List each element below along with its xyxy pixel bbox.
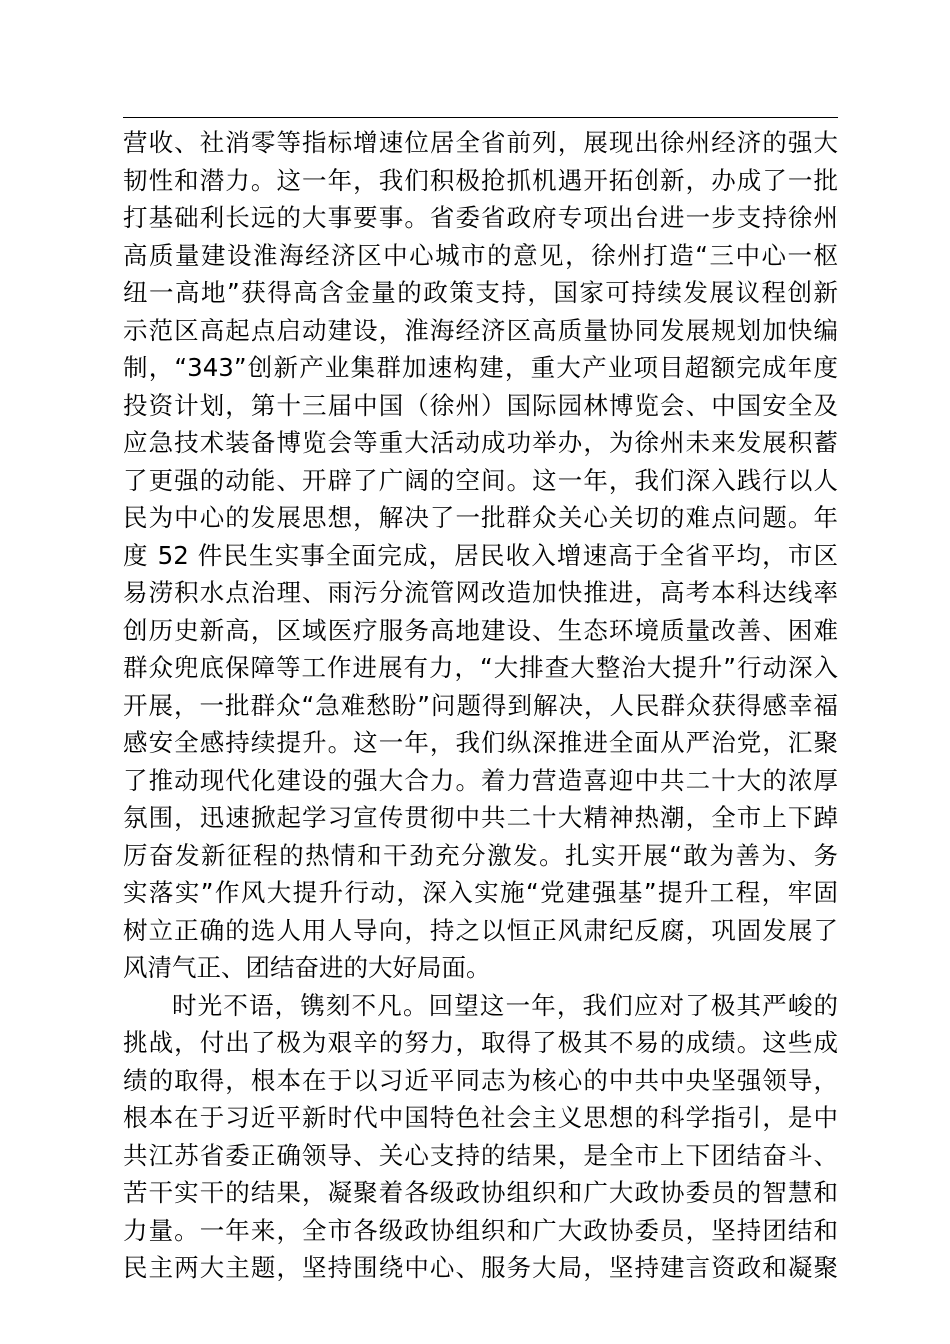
text-line: 风清气正、团结奋进的大好局面。 xyxy=(123,953,491,982)
text-line: 共江苏省委正确领导、关心支持的结果，是全市上下团结奋斗、 xyxy=(123,1140,838,1170)
text-line: 民为中心的发展思想，解决了一批群众关心关切的难点问题。年 xyxy=(123,503,838,532)
text-line: 群众兜底保障等工作进展有力，“大排查大整治大提升”行动深入 xyxy=(123,653,838,682)
text-line: 韧性和潜力。这一年，我们积极抢抓机遇开拓创新，办成了一批 xyxy=(123,165,838,195)
text-line: 树立正确的选人用人导向，持之以恒正风肃纪反腐，巩固发展了 xyxy=(123,915,838,945)
paragraph-2 xyxy=(123,987,838,1287)
text-line: 打基础利长远的大事要事。省委省政府专项出台进一步支持徐州 xyxy=(123,203,838,232)
text-line: 绩的取得，根本在于以习近平同志为核心的中共中央坚强领导， xyxy=(123,1065,838,1095)
text-line: 示范区高起点启动建设，淮海经济区高质量协同发展规划加快编 xyxy=(123,315,838,345)
text-line: 了推动现代化建设的强大合力。着力营造喜迎中共二十大的浓厚 xyxy=(123,765,838,795)
text-line: 民主两大主题，坚持围绕中心、服务大局，坚持建言资政和凝聚 xyxy=(123,1253,838,1282)
text-line: 感安全感持续提升。这一年，我们纵深推进全面从严治党，汇聚 xyxy=(123,728,838,757)
header-rule xyxy=(123,117,838,118)
text-line: 力量。一年来，全市各级政协组织和广大政协委员，坚持团结和 xyxy=(123,1215,838,1245)
text-line: 制，“343”创新产业集群加速构建，重大产业项目超额完成年度 xyxy=(123,353,838,382)
text-line: 高质量建设淮海经济区中心城市的意见，徐州打造“三中心一枢 xyxy=(123,240,838,270)
text-line: 应急技术装备博览会等重大活动成功举办，为徐州未来发展积蓄 xyxy=(123,428,838,457)
text-line: 度 52 件民生实事全面完成，居民收入增速高于全省平均，市区 xyxy=(123,540,838,570)
text-line: 实落实”作风大提升行动，深入实施“党建强基”提升工程，牢固 xyxy=(123,878,838,907)
text-line: 时光不语，镌刻不凡。回望这一年，我们应对了极其严峻的 xyxy=(172,990,838,1020)
text-line: 根本在于习近平新时代中国特色社会主义思想的科学指引，是中 xyxy=(123,1103,838,1132)
text-line: 厉奋发新征程的热情和干劲充分激发。扎实开展“敢为善为、务 xyxy=(123,840,838,870)
text-line: 投资计划，第十三届中国（徐州）国际园林博览会、中国安全及 xyxy=(123,390,838,420)
text-line: 苦干实干的结果，凝聚着各级政协组织和广大政协委员的智慧和 xyxy=(123,1178,838,1207)
text-line: 了更强的动能、开辟了广阔的空间。这一年，我们深入践行以人 xyxy=(123,465,838,495)
text-line: 开展，一批群众“急难愁盼”问题得到解决，人民群众获得感幸福 xyxy=(123,690,838,720)
text-line: 挑战，付出了极为艰辛的努力，取得了极其不易的成绩。这些成 xyxy=(123,1028,838,1057)
paragraph-1 xyxy=(123,124,838,987)
text-line: 氛围，迅速掀起学习宣传贯彻中共二十大精神热潮，全市上下踔 xyxy=(123,803,838,832)
text-line: 纽一高地”获得高含金量的政策支持，国家可持续发展议程创新 xyxy=(123,278,838,307)
text-line: 易涝积水点治理、雨污分流管网改造加快推进，高考本科达线率 xyxy=(123,578,838,607)
document-body xyxy=(123,124,838,1287)
text-line: 创历史新高，区域医疗服务高地建设、生态环境质量改善、困难 xyxy=(123,615,838,645)
text-line: 营收、社消零等指标增速位居全省前列，展现出徐州经济的强大 xyxy=(123,128,838,157)
